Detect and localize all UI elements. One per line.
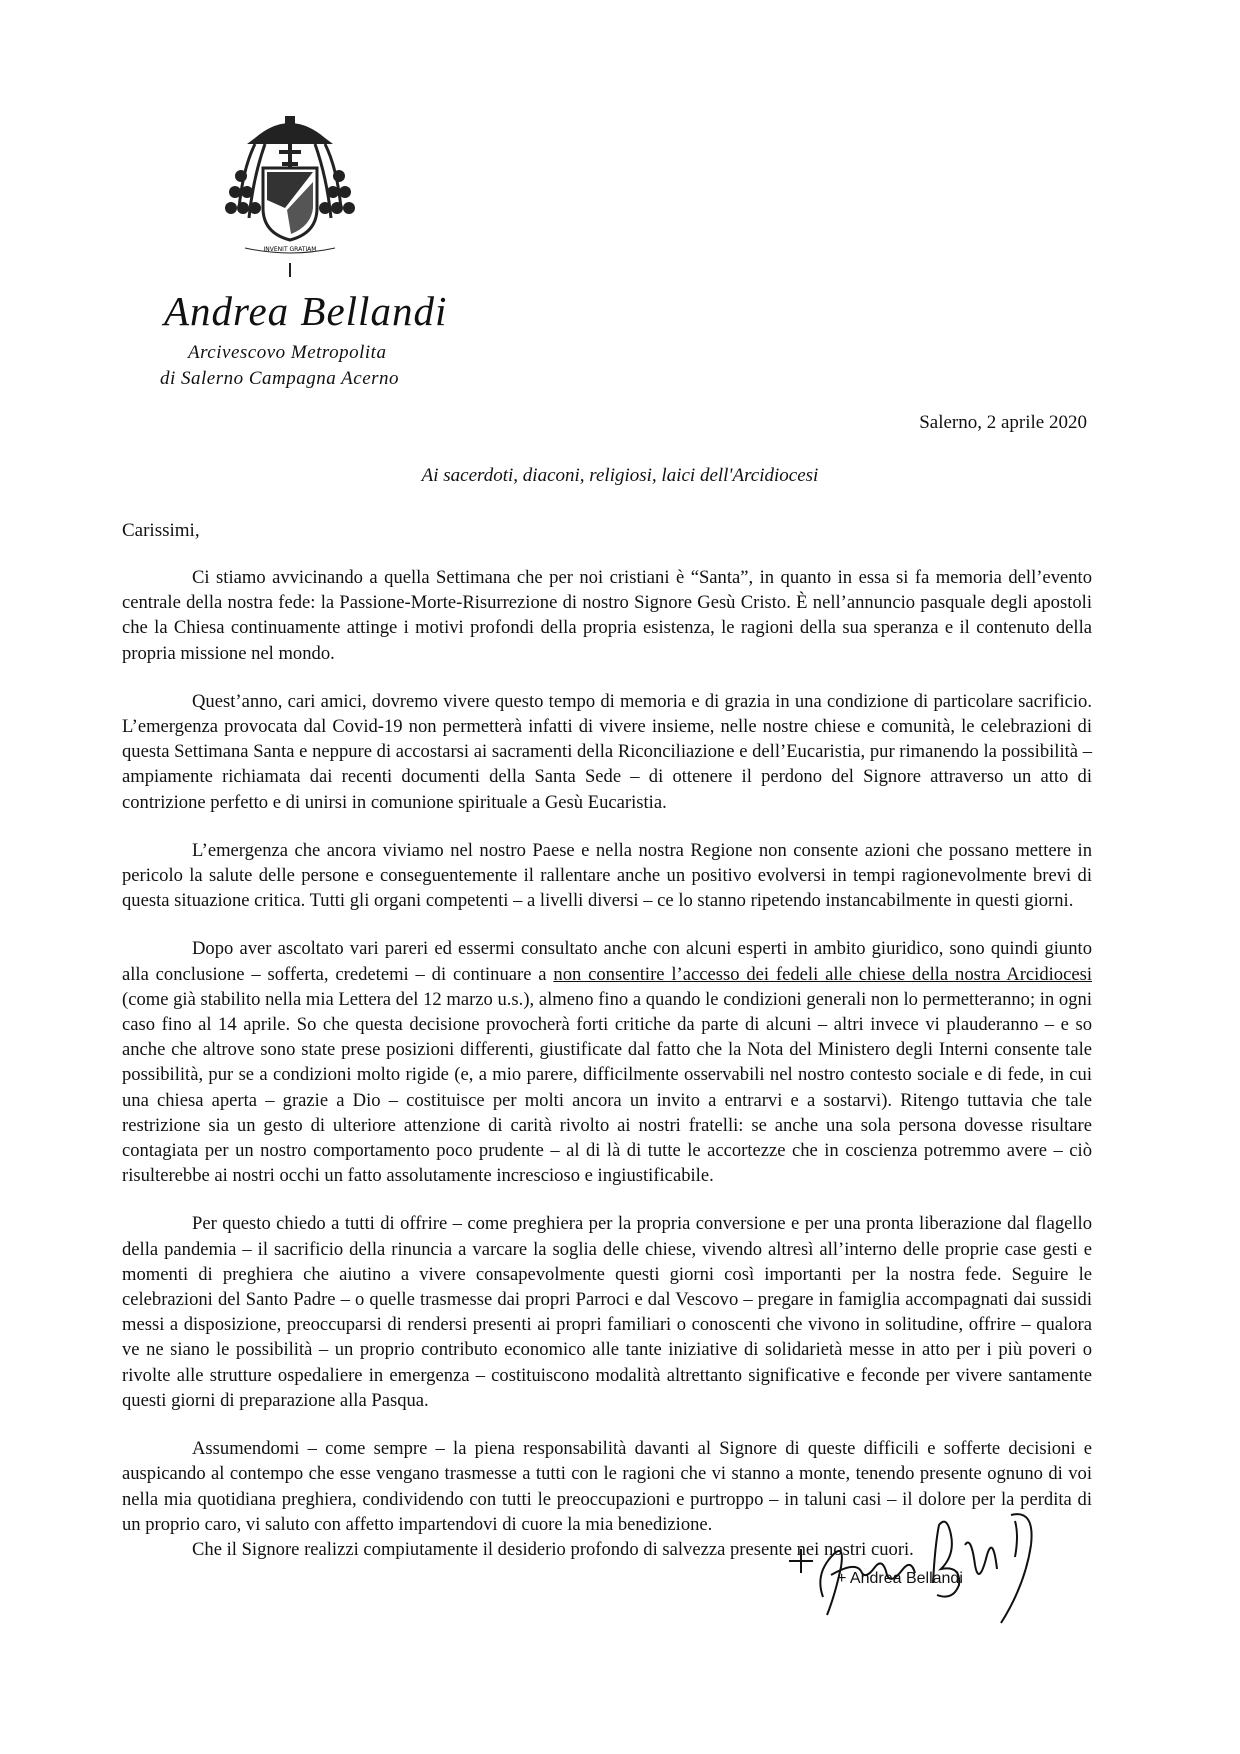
signature-block: [775, 1505, 1065, 1625]
letterhead-title-line2: di Salerno Campagna Acerno: [160, 368, 400, 389]
paragraph: L’emergenza che ancora viviamo nel nostro Paese e nella nostra Regione non consente azioni che possano mettere in pericolo la salute delle persone e conseguentemente il rallentare anche un positivo evolversi in tempi ragionevolmente brevi di questa situazione critica. Tutti gli organi competenti – a livelli diversi – ce lo stanno ripetendo instancabilmente in questi giorni.: [122, 839, 1092, 912]
closing-line: Che il Signore realizzi compiutamente il desiderio profondo di salvezza presente nei nostri cuori.: [192, 1538, 914, 1560]
letter-body: [122, 565, 1092, 1562]
letter-date: Salerno, 2 aprile 2020: [919, 412, 1087, 433]
coat-of-arms-icon: [225, 108, 355, 283]
paragraph: [122, 936, 1092, 1188]
salutation: Carissimi,: [122, 520, 200, 541]
paragraph: Assumendomi – come sempre – la piena responsabilità davanti al Signore di queste difficili e sofferte decisioni e auspicando al contempo che esse vengano trasmesse a tutti con le ragioni che vi stanno a monte, tenendo presente ognuno di voi nella mia quotidiana preghiera, condividendo con tutti le preoccupazioni e purtroppo – in taluni casi – il dolore per la perdita di un proprio caro, vi saluto con affetto impartendovi di cuore la mia benedizione.: [122, 1438, 1092, 1535]
letterhead: [130, 288, 490, 392]
paragraph-text: (come già stabilito nella mia Lettera del 12 marzo u.s.), almeno fino a quando le condizioni generali non lo permetteranno; in ogni caso fino al 14 aprile. So che questa decisione provocherà forti critiche da parte di alcuni – altri invece vi plauderanno – e so anche che altrove sono state prese posizioni differenti, giustificate dal fatto che la Nota del Ministero degli Interni consente tale possibilità, pur se a condizioni molto rigide (e, a mio parere, difficilmente osservabili nel nostro contesto sociale e di fede, in cui una chiesa aperta – grazie a Dio – costituisce per molti ancora un invito a entrarvi e a sostarvi). Ritengo tuttavia che tale restrizione sia un gesto di ulteriore attenzione di carità rivolto ai nostri fratelli: se anche una sola persona dovesse risultare contagiata per un nostro comportamento poco prudente – al di là di tutte le accortezze che in coscienza potremmo avere – ciò risulterebbe ai nostri occhi un fatto assolutamente increscioso e ingiustificabile.: [122, 988, 1092, 1187]
handwritten-signature-icon: [775, 1505, 1065, 1625]
underlined-decision: non consentire l’accesso dei fedeli alle chiese della nostra Arcidiocesi: [553, 963, 1092, 985]
paragraph: Per questo chiedo a tutti di offrire – come preghiera per la propria conversione e per una pronta liberazione dal flagello della pandemia – il sacrificio della rinuncia a varcare la soglia delle chiese, vivendo altresì all’interno delle proprie case gesti e momenti di preghiera che aiutino a vivere consapevolmente questi giorni così importanti per la nostra fede. Seguire le celebrazioni del Santo Padre – o quelle trasmesse dai propri Parroci e dal Vescovo – pregare in famiglia accompagnati dai sussidi messi a disposizione, preoccuparsi di rendersi presenti ai propri familiari o conoscenti che vivono in solitudine, offrire – qualora ve ne siano le possibilità – un proprio contributo economico alle tante iniziative di solidarietà messe in atto per i più poveri o rivolte alle strutture ospedaliere in emergenza – costituiscono modalità altrettanto significative e feconde per vivere santamente questi giorni di preparazione alla Pasqua.: [122, 1213, 1092, 1411]
addressee: Ai sacerdoti, diaconi, religiosi, laici dell'Arcidiocesi: [421, 465, 819, 486]
letterhead-title-line1: Arcivescovo Metropolita: [188, 342, 387, 363]
coat-of-arms-emblem: [225, 108, 355, 283]
coat-motto: INVENIT GRATIAM: [263, 246, 317, 253]
paragraph: Ci stiamo avvicinando a quella Settimana che per noi cristiani è “Santa”, in quanto in essa si fa memoria dell’evento centrale della nostra fede: la Passione-Morte-Risurrezione di nostro Signore Gesù Cristo. È nell’annuncio pasquale degli apostoli che la Chiesa continuamente attinge i motivi profondi della propria esistenza, le ragioni della sua speranza e il contenuto della propria missione nel mondo.: [122, 567, 1092, 664]
signature-printed-name: + Andrea Bellandi: [837, 1570, 963, 1587]
paragraph: Quest’anno, cari amici, dovremo vivere questo tempo di memoria e di grazia in una condizione di particolare sacrificio. L’emergenza provocata dal Covid-19 non permetterà infatti di vivere insieme, nelle nostre chiese e comunità, le celebrazioni di questa Settimana Santa e neppure di accostarsi ai sacramenti della Riconciliazione e dell’Eucaristia, pur rimanendo la possibilità – ampiamente richiamata dai recenti documenti della Santa Sede – di ottenere il perdono del Signore attraverso un atto di contrizione perfetto e di unirsi in comunione spirituale a Gesù Eucaristia.: [122, 690, 1092, 813]
letterhead-name: Andrea Bellandi: [164, 288, 448, 334]
paragraph-text: Dopo aver ascoltato vari pareri ed essermi consultato anche con alcuni esperti in ambito giuridico, sono quindi giunto alla conclusione – sofferta, credetemi – di continuare a: [122, 938, 1092, 985]
